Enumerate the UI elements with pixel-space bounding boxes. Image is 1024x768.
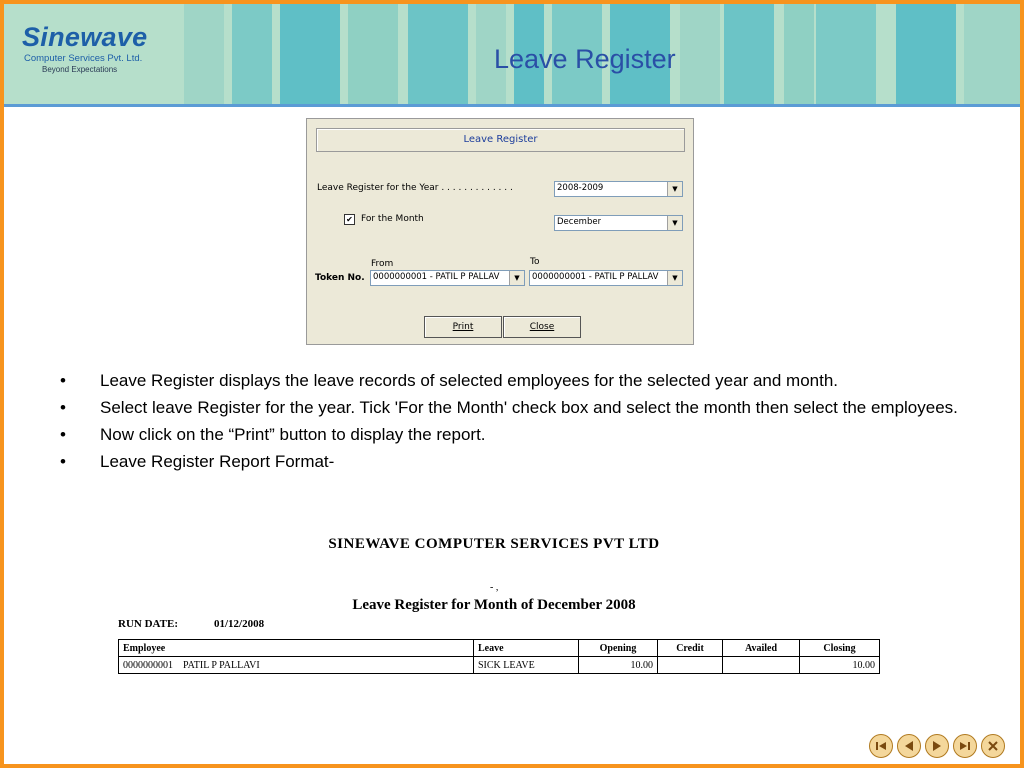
to-token-dropdown[interactable]: [529, 270, 683, 286]
to-token-value: 0000000001 - PATIL P PALLAV: [532, 272, 659, 282]
from-label: From: [371, 259, 394, 269]
bullet-item: • Leave Register Report Format-: [60, 451, 1004, 472]
year-label: Leave Register for the Year . . . . . . . . . . . . .: [317, 183, 513, 193]
from-token-value: 0000000001 - PATIL P PALLAV: [373, 272, 500, 282]
logo-tagline: Beyond Expectations: [42, 65, 118, 74]
chevron-down-icon[interactable]: ▼: [509, 271, 524, 285]
chevron-down-icon[interactable]: ▼: [667, 182, 682, 196]
cell-availed: [723, 657, 800, 674]
first-slide-icon: [874, 739, 888, 753]
chevron-down-icon[interactable]: ▼: [667, 271, 682, 285]
bullet-item: • Now click on the “Print” button to display the report.: [60, 424, 1004, 445]
next-slide-button[interactable]: [925, 734, 949, 758]
previous-slide-button[interactable]: [897, 734, 921, 758]
column-header: Credit: [658, 640, 723, 657]
close-slideshow-button[interactable]: [981, 734, 1005, 758]
from-token-dropdown[interactable]: [370, 270, 525, 286]
month-checkbox-label: For the Month: [361, 214, 424, 224]
previous-slide-icon: [902, 739, 916, 753]
close-button-label: Close: [529, 322, 555, 332]
cell-employee: 0000000001 PATIL P PALLAVI: [119, 657, 474, 674]
next-slide-icon: [930, 739, 944, 753]
for-the-month-checkbox[interactable]: ✔: [344, 214, 355, 225]
token-label: Token No.: [315, 273, 365, 283]
report-title: Leave Register for Month of December 2008: [352, 597, 636, 613]
last-slide-icon: [958, 739, 972, 753]
close-button[interactable]: [503, 316, 581, 338]
bullet-list: [60, 370, 1004, 478]
month-value: December: [557, 217, 602, 227]
column-header: Leave: [474, 640, 579, 657]
leave-register-dialog: [306, 118, 694, 345]
header-banner: [4, 4, 1020, 107]
cell-closing: 10.00: [800, 657, 880, 674]
logo-company: Computer Services Pvt. Ltd.: [24, 53, 143, 64]
column-header: Employee: [119, 640, 474, 657]
column-header: Opening: [579, 640, 658, 657]
table-row: [119, 657, 880, 674]
table-header-row: [119, 640, 880, 657]
logo-name: Sinewave: [22, 22, 148, 52]
slide-navigation: [869, 734, 1005, 758]
report-mark: - ,: [490, 582, 499, 593]
column-header: Closing: [800, 640, 880, 657]
company-logo: [18, 22, 168, 82]
report-table: [118, 639, 880, 674]
month-dropdown[interactable]: [554, 215, 683, 231]
last-slide-button[interactable]: [953, 734, 977, 758]
column-header: Availed: [723, 640, 800, 657]
year-dropdown[interactable]: [554, 181, 683, 197]
cell-credit: [658, 657, 723, 674]
chevron-down-icon[interactable]: ▼: [667, 216, 682, 230]
to-label: To: [530, 257, 540, 267]
slide-title: Leave Register: [494, 44, 676, 74]
first-slide-button[interactable]: [869, 734, 893, 758]
print-button-label: Print: [452, 322, 474, 332]
run-date-value: 01/12/2008: [214, 618, 265, 630]
year-value: 2008-2009: [557, 183, 604, 193]
dialog-title: Leave Register: [316, 128, 685, 152]
bullet-item: • Leave Register displays the leave records of selected employees for the selected year and month.: [60, 370, 1004, 391]
run-date-label: RUN DATE:: [118, 618, 178, 630]
cell-opening: 10.00: [579, 657, 658, 674]
report-company: SINEWAVE COMPUTER SERVICES PVT LTD: [328, 536, 660, 552]
print-button[interactable]: [424, 316, 502, 338]
close-icon: [986, 739, 1000, 753]
cell-leave: SICK LEAVE: [474, 657, 579, 674]
bullet-item: • Select leave Register for the year. Tick 'For the Month' check box and select the month then select the employees.: [60, 397, 1004, 418]
